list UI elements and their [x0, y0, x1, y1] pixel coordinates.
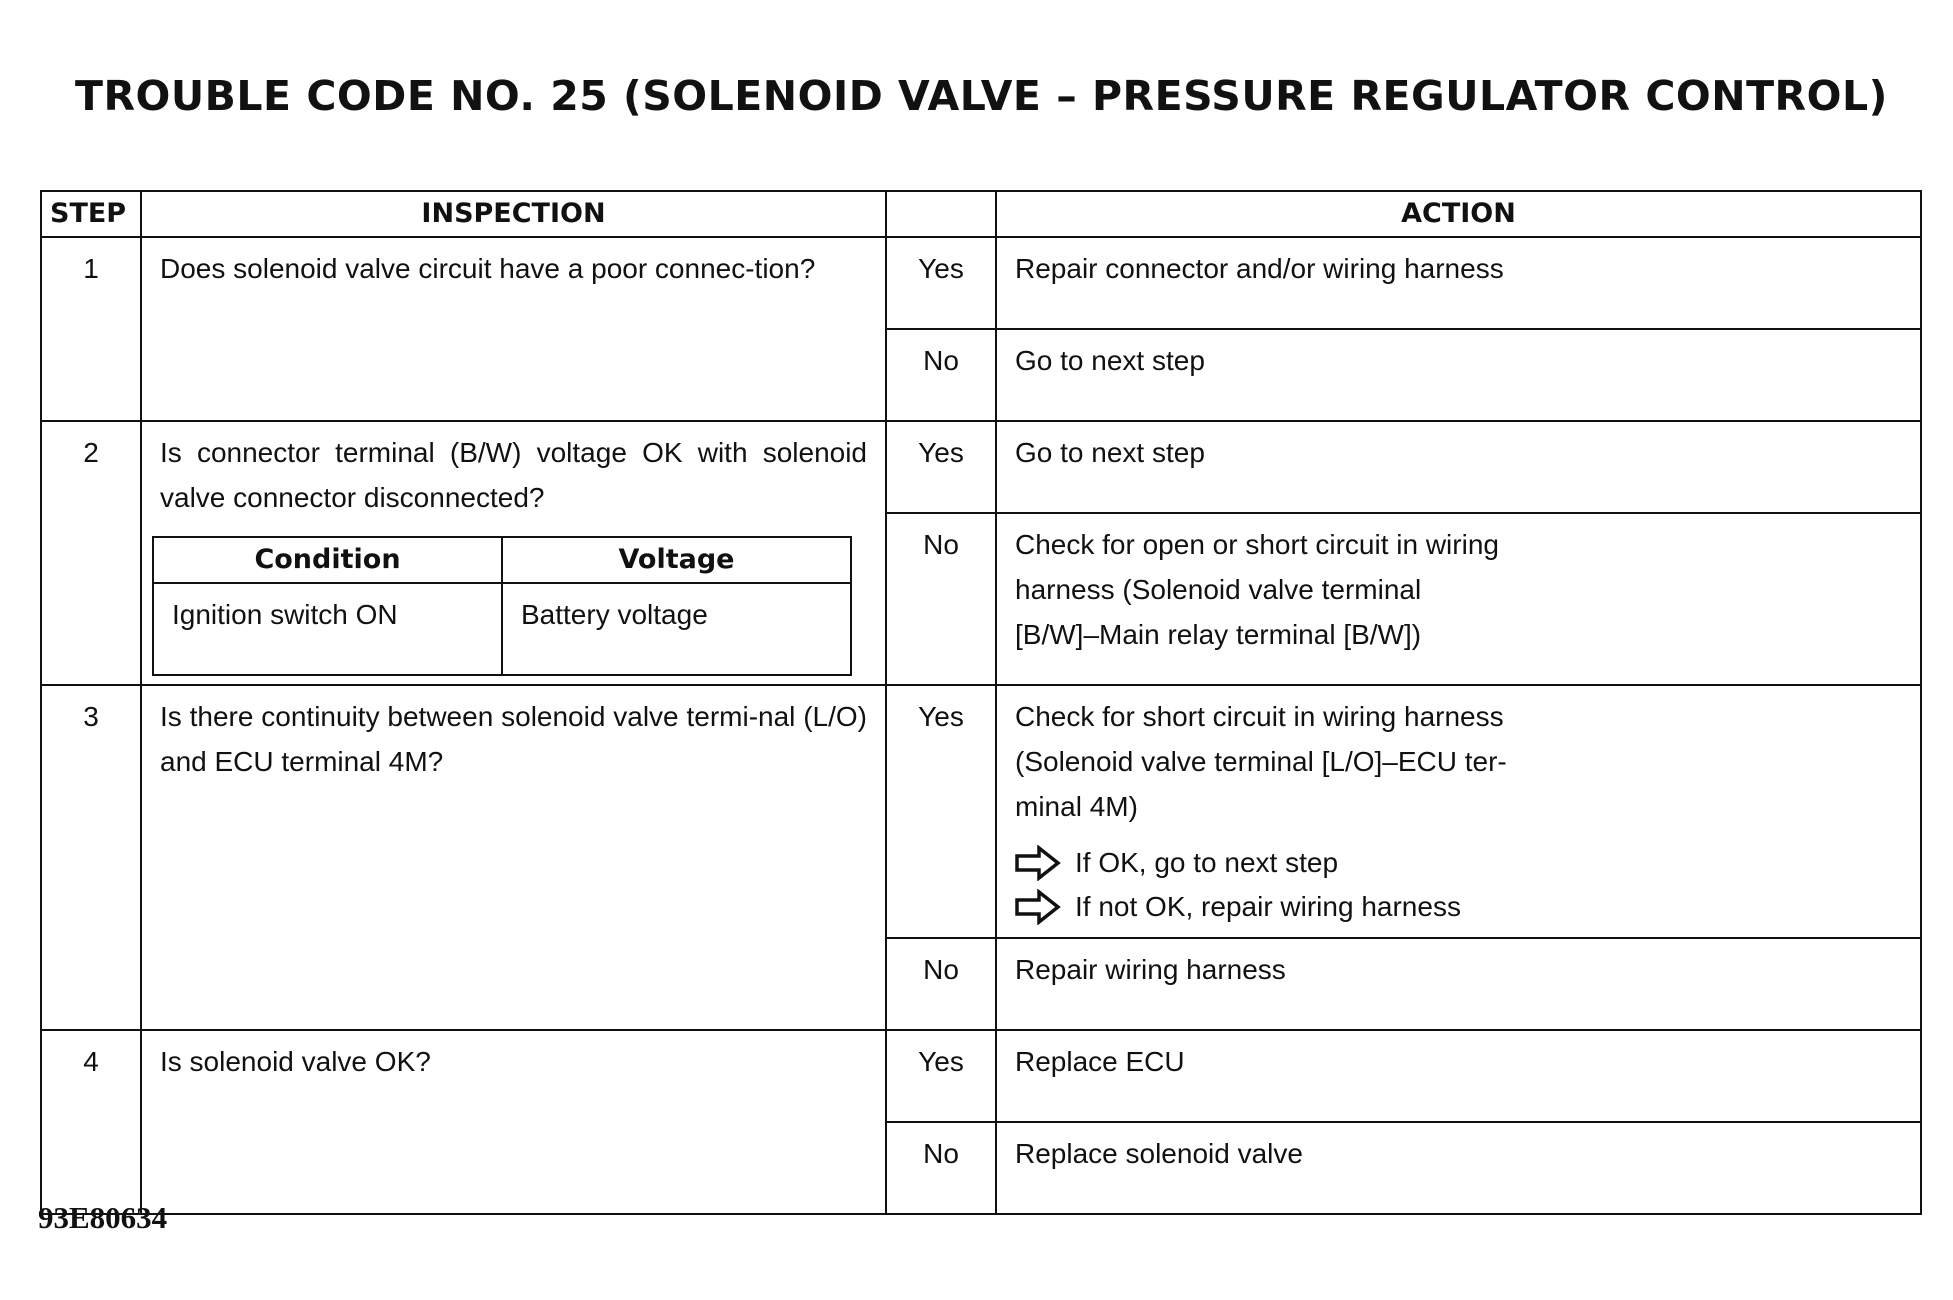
no-label: No [886, 513, 996, 685]
action-text-multiline [996, 513, 1921, 685]
step-number: 2 [41, 421, 141, 685]
if-not-ok-line [1015, 885, 1902, 929]
action-line: [B/W]–Main relay terminal [B/W]) [1015, 619, 1422, 650]
right-arrow-icon [1015, 845, 1061, 881]
voltage-header: Voltage [502, 537, 851, 583]
inspection-question: Is solenoid valve OK? [141, 1030, 886, 1214]
yes-label: Yes [886, 685, 996, 938]
no-label: No [886, 938, 996, 1030]
table-row [41, 421, 1921, 513]
action-line: minal 4M) [1015, 791, 1138, 822]
action-line: harness (Solenoid valve terminal [1015, 574, 1422, 605]
condition-header: Condition [153, 537, 502, 583]
table-row [41, 1030, 1921, 1122]
action-text-multiline [996, 685, 1921, 938]
action-text: Go to next step [996, 329, 1921, 421]
step-number: 3 [41, 685, 141, 1030]
if-not-ok-text: If not OK, repair wiring harness [1075, 891, 1461, 922]
if-ok-text: If OK, go to next step [1075, 847, 1339, 878]
trouble-code-table [40, 190, 1922, 1215]
condition-voltage-table [152, 536, 852, 676]
if-ok-line [1015, 841, 1902, 885]
action-text: Repair connector and/or wiring harness [996, 237, 1921, 329]
action-text: Go to next step [996, 421, 1921, 513]
no-label: No [886, 329, 996, 421]
inspection-question: Is there continuity between solenoid valve termi-nal (L/O) and ECU terminal 4M? [141, 685, 886, 1030]
inspection-cell [141, 421, 886, 685]
right-arrow-icon [1015, 889, 1061, 925]
step-number: 1 [41, 237, 141, 421]
inspection-question: Does solenoid valve circuit have a poor connec-tion? [141, 237, 886, 421]
condition-value: Ignition switch ON [153, 583, 502, 675]
yes-no-header [886, 191, 996, 237]
action-line: (Solenoid valve terminal [L/O]–ECU ter- [1015, 746, 1507, 777]
yes-label: Yes [886, 421, 996, 513]
inspection-question: Is connector terminal (B/W) voltage OK with solenoid valve connector disconnected? [160, 437, 867, 513]
table-row [41, 237, 1921, 329]
action-text: Replace ECU [996, 1030, 1921, 1122]
step-header: STEP [41, 191, 141, 237]
no-label: No [886, 1122, 996, 1214]
figure-reference: 93E80634 [38, 1200, 168, 1235]
table-row [41, 685, 1921, 938]
action-line: Check for open or short circuit in wiring [1015, 529, 1499, 560]
action-line: Check for short circuit in wiring harness [1015, 701, 1504, 732]
voltage-value: Battery voltage [502, 583, 851, 675]
step-number: 4 [41, 1030, 141, 1214]
yes-label: Yes [886, 237, 996, 329]
inspection-header: INSPECTION [141, 191, 886, 237]
action-text: Replace solenoid valve [996, 1122, 1921, 1214]
header-row [41, 191, 1921, 237]
action-header: ACTION [996, 191, 1921, 237]
yes-label: Yes [886, 1030, 996, 1122]
page-title: TROUBLE CODE NO. 25 (SOLENOID VALVE – PRESSURE REGULATOR CONTROL) [75, 72, 1888, 120]
action-text: Repair wiring harness [996, 938, 1921, 1030]
